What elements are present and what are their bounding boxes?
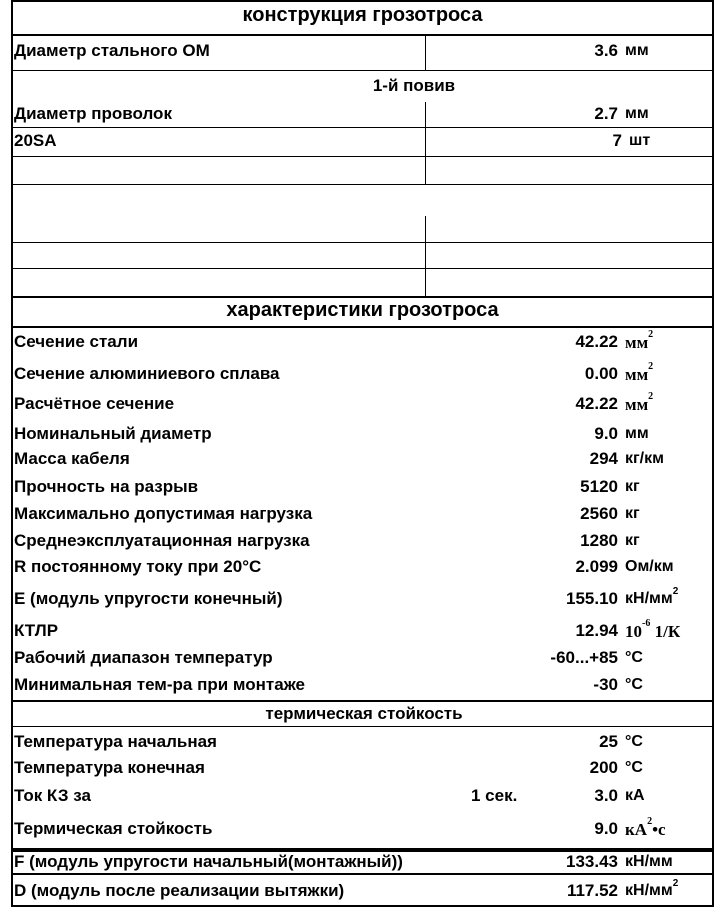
row-label: R постоянному току при 20°С	[14, 557, 262, 576]
row-label: D (модуль после реализации вытяжки)	[14, 881, 345, 900]
row-label: Термическая стойкость	[14, 819, 213, 838]
row-value: 155.10	[566, 589, 618, 608]
cable-spec-sheet	[11, 0, 714, 917]
unit-text: °С	[625, 733, 643, 750]
divider	[11, 873, 714, 875]
row-label: Прочность на разрыв	[14, 477, 199, 496]
unit-exponent: 2	[648, 361, 654, 372]
row-unit	[625, 788, 645, 804]
unit-exponent: 2	[648, 391, 654, 402]
wire-count-value: 7	[612, 131, 622, 150]
divider	[11, 242, 714, 243]
unit-text: кг/км	[625, 450, 664, 467]
row-value: 12.94	[575, 621, 618, 640]
row-unit	[625, 586, 679, 607]
row-unit	[625, 361, 654, 384]
column-divider	[425, 216, 426, 298]
divider	[11, 326, 714, 328]
unit-power-base: 10	[625, 622, 642, 641]
row-label: Рабочий диапазон температур	[14, 648, 273, 667]
unit-exponent: 2	[672, 586, 679, 597]
column-divider	[425, 102, 426, 156]
divider	[11, 726, 714, 727]
unit-text: °С	[625, 676, 643, 693]
row-unit	[625, 650, 643, 666]
row-label: Температура начальная	[14, 732, 217, 751]
row-label: Среднеэксплуатационная нагрузка	[14, 531, 310, 550]
unit-exponent: 2	[672, 878, 679, 889]
thermal-title: термическая стойкость	[265, 704, 463, 723]
unit-text: мм	[625, 395, 649, 414]
row-unit	[625, 426, 649, 442]
unit-text: кг	[625, 505, 640, 522]
row-label: Температура конечная	[14, 758, 205, 777]
row-unit	[625, 559, 674, 575]
row-unit	[625, 533, 640, 549]
unit-text: Ом/км	[625, 558, 674, 575]
row-duration: 1 сек.	[471, 786, 518, 805]
divider	[11, 127, 714, 128]
wire-count-unit: шт	[629, 132, 651, 149]
unit-text: кН/мм	[625, 853, 673, 870]
unit-text: °С	[625, 759, 643, 776]
wire-diameter-value: 2.7	[594, 104, 618, 123]
row-value: 1280	[580, 531, 618, 550]
row-unit	[625, 760, 643, 776]
unit-text: кг	[625, 532, 640, 549]
divider	[11, 268, 714, 269]
row-value: 9.0	[594, 424, 618, 443]
row-unit	[625, 854, 673, 870]
row-value: 2.099	[575, 557, 618, 576]
row-value: 42.22	[575, 394, 618, 413]
row-value: -30	[593, 675, 618, 694]
unit-tail: •с	[652, 820, 666, 839]
characteristics-title: характеристики грозотроса	[226, 299, 499, 321]
row-unit	[625, 618, 681, 641]
row-value: 42.22	[575, 332, 618, 351]
unit-text: °С	[625, 649, 643, 666]
row-value: 9.0	[594, 819, 618, 838]
unit-text: 1/К	[654, 622, 681, 641]
construction-title: конструкция грозотроса	[242, 4, 483, 26]
divider	[11, 70, 714, 71]
row-label: Расчётное сечение	[14, 394, 175, 413]
row-unit	[625, 506, 640, 522]
characteristics-block	[11, 296, 714, 702]
row-label: КТЛР	[14, 621, 59, 640]
unit-text: кН/мм	[625, 590, 673, 607]
row-value: 3.0	[594, 786, 618, 805]
row-label: Ток КЗ за	[14, 786, 91, 805]
row-value: -60...+85	[550, 648, 618, 667]
row-value: 117.52	[566, 881, 618, 900]
row-label: Максимально допустимая нагрузка	[14, 504, 313, 523]
unit-exponent: 2	[647, 816, 653, 827]
row-value: 25	[599, 732, 618, 751]
row-label: Минимальная тем-ра при монтаже	[14, 675, 306, 694]
row-value: 200	[589, 758, 618, 777]
unit-text: мм	[625, 425, 649, 442]
column-divider	[425, 36, 426, 70]
row-unit	[625, 391, 654, 414]
row-unit	[625, 479, 640, 495]
row-unit	[625, 677, 643, 693]
row-label: Номинальный диаметр	[14, 424, 212, 443]
steel-diameter-value: 3.6	[594, 41, 618, 60]
row-unit	[625, 878, 679, 899]
row-unit	[625, 816, 666, 839]
row-unit	[625, 734, 643, 750]
unit-exponent: 2	[648, 329, 654, 340]
unit-text: кА	[625, 820, 648, 839]
unit-power-exponent: -6	[642, 618, 651, 629]
row-label: F (модуль упругости начальный(монтажный))	[14, 852, 403, 871]
divider	[11, 156, 714, 157]
unit-text: мм	[625, 333, 649, 352]
layer-title: 1-й повив	[372, 76, 456, 95]
row-label: Масса кабеля	[14, 449, 130, 468]
wire-type-label: 20SA	[14, 131, 57, 150]
wire-diameter-unit: мм	[625, 105, 649, 122]
wire-diameter-label: Диаметр проволок	[14, 104, 172, 123]
unit-text: кА	[625, 787, 645, 804]
steel-diameter-label: Диаметр стального ОМ	[14, 41, 210, 60]
row-value: 294	[589, 449, 618, 468]
row-value: 133.43	[566, 852, 618, 871]
unit-text: кг	[625, 478, 640, 495]
row-label: Е (модуль упругости конечный)	[14, 589, 283, 608]
column-divider	[425, 156, 426, 184]
row-value: 5120	[580, 477, 618, 496]
row-value: 2560	[580, 504, 618, 523]
divider	[11, 34, 714, 36]
row-unit	[625, 451, 664, 467]
unit-text: мм	[625, 365, 649, 384]
divider	[11, 184, 714, 185]
steel-diameter-unit: мм	[625, 42, 649, 59]
row-value: 0.00	[584, 364, 618, 383]
row-label: Сечение стали	[14, 332, 139, 351]
row-unit	[625, 329, 654, 352]
unit-text: кН/мм	[625, 882, 673, 899]
row-label: Сечение алюминиевого сплава	[14, 364, 280, 383]
